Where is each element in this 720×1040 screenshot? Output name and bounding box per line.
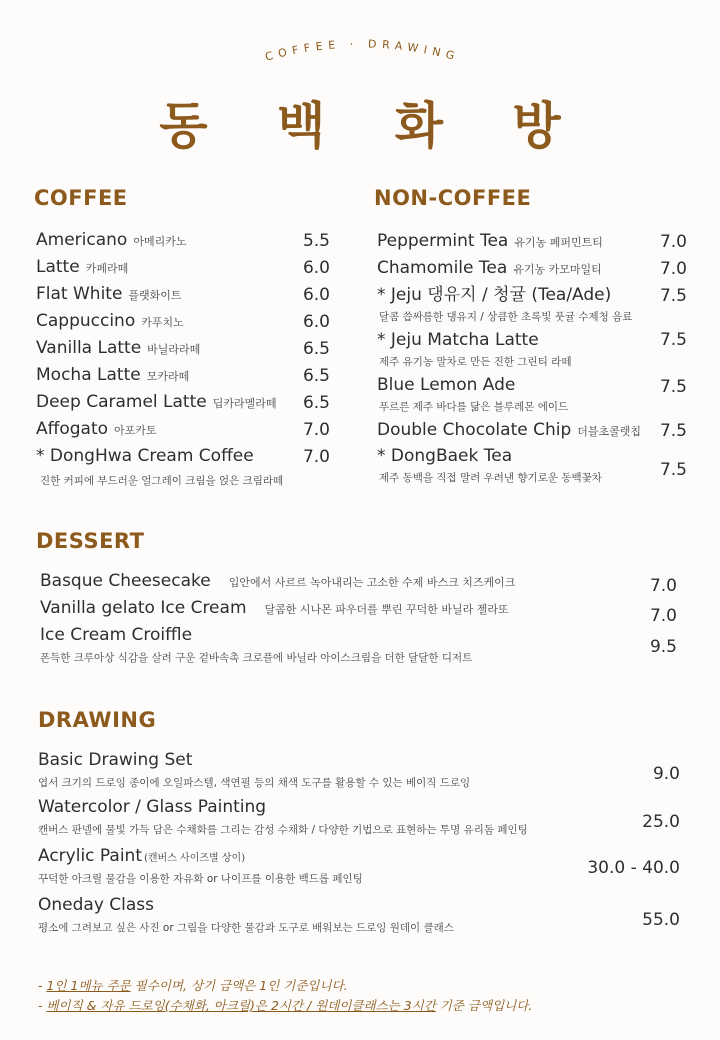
menu-item-price: 6.5 [302,339,330,359]
menu-item-price: 5.5 [302,231,330,251]
menu-item-price: 6.5 [302,393,330,413]
menu-item-desc: 평소에 그려보고 싶은 사진 or 그림을 다양한 물감과 도구로 배워보는 드로잉 원데이 클래스 [38,922,454,934]
menu-item [36,416,157,442]
menu-item-name: Basic Drawing Set [38,750,193,770]
menu-item [377,327,539,353]
menu-item-name: Peppermint Tea [377,231,509,251]
menu-item-kr: 아메리카노 [133,235,187,248]
menu-item-kr: 바닐라라떼 [147,343,201,356]
footnote-2-prefix: - [38,998,47,1013]
footnote-2 [38,996,532,1014]
menu-item [377,443,512,469]
menu-item-desc: 푸르른 제주 바다를 닮은 블루레몬 에이드 [379,401,569,413]
menu-item-kr: 입안에서 사르르 녹아내리는 고소한 수제 바스크 치즈케이크 [228,576,516,589]
menu-item-name: Oneday Class [38,895,155,915]
menu-item-price: 25.0 [642,812,680,832]
menu-item-desc: 달콤 씁싸름한 댕유지 / 상큼한 초록빛 풋귤 수제청 음료 [379,311,633,323]
footnote-1-prefix: - [38,978,47,993]
menu-item-kr: 아포카토 [114,424,157,437]
menu-item-kr: 달콤한 시나몬 파우더를 뿌린 꾸덕한 바닐라 젤라또 [264,603,509,616]
menu-item [36,281,182,307]
menu-item-name: Deep Caramel Latte [36,392,207,412]
menu-item-price: 7.0 [649,576,677,596]
menu-item-price: 9.0 [652,764,680,784]
menu-item-kr: 유기농 카모마일티 [513,263,602,276]
menu-item-price: 7.0 [302,420,330,440]
menu-item-kr: 딥카라멜라떼 [212,397,277,410]
menu-item-name: Acrylic Paint [38,846,142,866]
svg-text:COFFEE · DRAWING [264,37,461,63]
menu-item [40,622,192,648]
menu-item-desc: 폰득한 크루아상 식감을 살려 구운 겉바속촉 크로플에 바닐라 아이스크림을 더한 달달한 디저트 [40,652,473,664]
menu-item-kr: 유기농 페퍼민트티 [514,236,603,249]
menu-item-name: Vanilla Latte [36,338,142,358]
menu-item-price: 7.0 [659,232,687,252]
menu-item-price: 7.5 [659,330,687,350]
menu-item-name: Double Chocolate Chip [377,420,572,440]
menu-item [377,417,641,443]
footnote-1 [38,976,348,994]
menu-item-price: 7.5 [659,377,687,397]
menu-item [377,255,602,281]
menu-item [36,254,128,280]
menu-item-name: * Jeju 댕유지 / 청귤 (Tea/Ade) [377,285,612,305]
menu-item-name: Mocha Latte [36,365,141,385]
section-title-dessert: DESSERT [36,529,145,553]
menu-item-price: 7.5 [659,421,687,441]
menu-item-price: 9.5 [649,637,677,657]
menu-item-kr: 더블초콜렛칩 [577,425,642,438]
menu-item-price: 6.5 [302,366,330,386]
menu-item [377,228,603,254]
menu-item [36,389,277,415]
menu-item-name: Affogato [36,419,109,439]
menu-item-name: Americano [36,230,128,250]
menu-item-price: 7.5 [659,286,687,306]
menu-item [377,372,515,398]
menu-item [36,443,254,469]
menu-item-name: Ice Cream Croiffle [40,625,193,645]
menu-item-name: * DongBaek Tea [377,446,513,466]
menu-item-name: Chamomile Tea [377,258,508,278]
menu-item-kr: 모카라떼 [146,370,190,383]
menu-item [40,568,515,594]
menu-item-price: 7.5 [659,460,687,480]
menu-item-kr: 플랫화이트 [128,289,182,302]
menu-item [38,747,192,773]
footnote-2-rest: 기준 금액입니다. [435,998,533,1013]
menu-item-price: 7.0 [659,259,687,279]
menu-item-note: (캔버스 사이즈별 상이) [144,853,246,864]
menu-item [36,227,186,253]
menu-item-price: 55.0 [642,910,680,930]
arc-text: COFFEE · DRAWING [263,37,462,64]
menu-item [38,794,266,820]
menu-item [36,308,184,334]
brand-title: 동 백 화 방 [159,97,587,155]
menu-item-name: Basque Cheesecake [40,571,211,591]
menu-item-name: * DongHwa Cream Coffee [36,446,254,466]
footnote-1-emphasis: 1인 1메뉴 주문 [46,978,131,993]
section-title-noncoffee: NON-COFFEE [374,186,532,210]
menu-item-price: 6.0 [302,312,330,332]
menu-item [38,892,154,918]
menu-item-price: 7.0 [302,447,330,467]
menu-item-name: Flat White [36,284,123,304]
menu-item-desc: 제주 유기농 말차로 만든 진한 그린티 라떼 [379,356,572,368]
footnote-1-rest: 필수이며, 상기 금액은 1인 기준입니다. [130,978,348,993]
menu-item-name: * Jeju Matcha Latte [377,330,539,350]
section-title-coffee: COFFEE [34,186,128,210]
menu-item [36,362,189,388]
menu-item [377,282,611,308]
menu-item-kr: 카푸치노 [141,316,184,329]
menu-item-price: 6.0 [302,285,330,305]
menu-item-name: Watercolor / Glass Painting [38,797,267,817]
menu-item-kr: 카페라떼 [85,262,129,275]
menu-item-name: Vanilla gelato Ice Cream [40,598,247,618]
menu-item-desc: 꾸덕한 아크릴 물감을 이용한 자유화 or 나이프를 이용한 백드롭 페인팅 [38,873,363,885]
coffee-item-desc: 진한 커피에 부드러운 얼그레이 크림을 얹은 크림라떼 [40,475,284,487]
menu-item-price: 7.0 [649,606,677,626]
section-title-drawing: DRAWING [38,708,157,732]
menu-item-price: 6.0 [302,258,330,278]
menu-item-desc: 캔버스 판넬에 물빛 가득 담은 수채화를 그리는 감성 수채화 / 다양한 기법으로 표현하는 투명 유리돔 페인팅 [38,824,528,836]
menu-item [36,335,200,361]
menu-item-name: Cappuccino [36,311,136,331]
menu-item-name: Blue Lemon Ade [377,375,516,395]
menu-item-desc: 엽서 크기의 드로잉 종이에 오일파스텔, 색연필 등의 채색 도구를 활용할 수 있는 베이직 드로잉 [38,777,471,789]
menu-item-name: Latte [36,257,80,277]
footnote-2-emphasis: 베이직 & 자유 드로잉(수채화, 아크릴)은 2시간 / 원데이클래스는 3시간 [46,998,436,1013]
menu-item-price: 30.0 - 40.0 [587,858,680,878]
menu-item-desc: 제주 동백을 직접 말려 우려낸 향기로운 동백꽃차 [379,472,602,484]
menu-item [38,843,245,869]
menu-item [40,595,509,621]
